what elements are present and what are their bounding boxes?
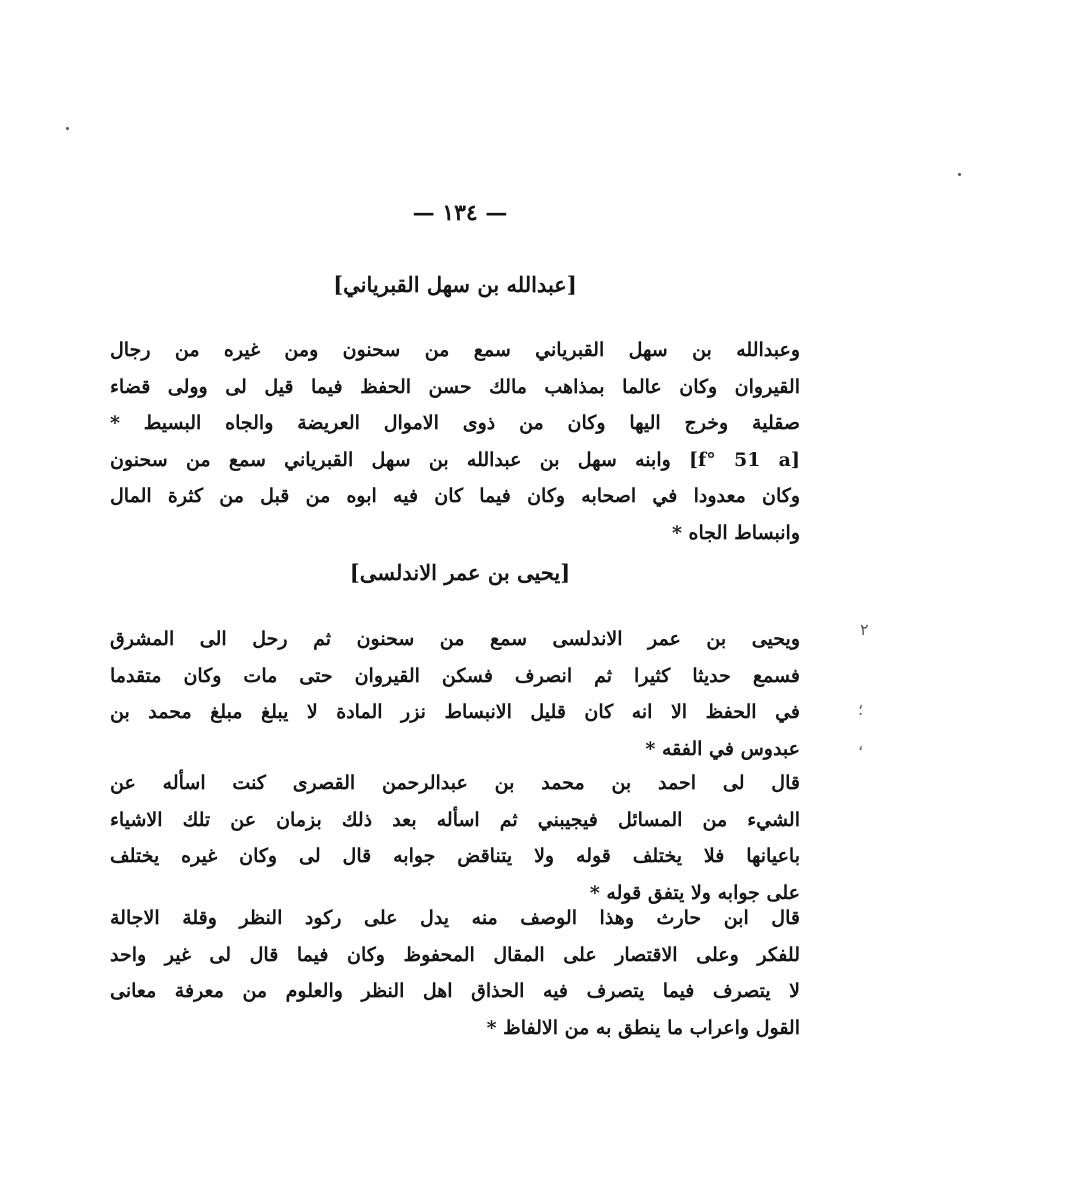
- scan-speck: [958, 173, 961, 176]
- text-line: القيروان وكان عالما بمذاهب مالك حسن الحفظ فيما قيل لى وولى قضاء: [110, 375, 800, 398]
- text-line: وكان معدودا في اصحابه وكان فيما كان فيه ابوه من قبل من كثرة المال: [110, 485, 800, 507]
- text-line: عبدوس في الفقه *: [645, 737, 800, 760]
- text-line: للفكر وعلى الاقتصار على المقال المحفوظ وكان فيما قال لى غير واحد: [110, 943, 800, 966]
- paragraph-yahya-3: [110, 900, 800, 1046]
- text-line: [f° 51 a] وابنه سهل بن عبدالله بن سهل القبرياني سمع من سحنون: [110, 448, 800, 471]
- page-number: — ١٣٤ —: [412, 200, 508, 226]
- section-heading-yahya: [يحيى بن عمر الاندلسى]: [349, 560, 571, 585]
- text-line: وعبدالله بن سهل القبرياني سمع من سحنون ومن غيره من رجال: [110, 339, 800, 361]
- paragraph-abdallah: [110, 332, 800, 551]
- text-line: ويحيى بن عمر الاندلسى سمع من سحنون ثم رحل الى المشرق: [110, 628, 800, 650]
- text-line: في الحفظ الا انه كان قليل الانبساط نزر المادة لا يبلغ مبلغ محمد بن: [110, 701, 800, 723]
- text-line: القول واعراب ما ينطق به من الالفاظ *: [486, 1016, 800, 1039]
- text-line: لا يتصرف فيما يتصرف فيه الحذاق اهل النظر والعلوم من معرفة معانى: [110, 980, 800, 1002]
- margin-annotation: ،: [858, 735, 864, 754]
- text-line: وانبساط الجاه *: [671, 521, 800, 544]
- text-line: قال ابن حارث وهذا الوصف منه يدل على ركود النظر وقلة الاجالة: [110, 907, 800, 929]
- text-line: قال لى احمد بن محمد بن عبدالرحمن القصرى كنت اسأله عن: [110, 772, 800, 794]
- section-heading-abdallah: [عبدالله بن سهل القبرياني]: [333, 272, 577, 297]
- margin-annotation: ؛: [858, 700, 864, 719]
- scan-speck: [66, 127, 69, 130]
- text-line: فسمع حديثا كثيرا ثم انصرف فسكن القيروان حتى مات وكان متقدما: [110, 664, 800, 687]
- text-line: باعيانها فلا يختلف قوله ولا يتناقض جوابه قال لى وكان غيره يختلف: [110, 845, 800, 867]
- margin-annotation: ٢: [860, 620, 869, 639]
- text-line: صقلية وخرج اليها وكان من ذوى الاموال العريضة والجاه البسيط *: [110, 412, 800, 434]
- text-line: الشيء من المسائل فيجيبني ثم اسأله بعد ذلك بزمان عن تلك الاشياء: [110, 808, 800, 831]
- paragraph-yahya-1: [110, 621, 800, 767]
- text-line: على جوابه ولا يتفق قوله *: [589, 881, 800, 904]
- paragraph-yahya-2: [110, 765, 800, 911]
